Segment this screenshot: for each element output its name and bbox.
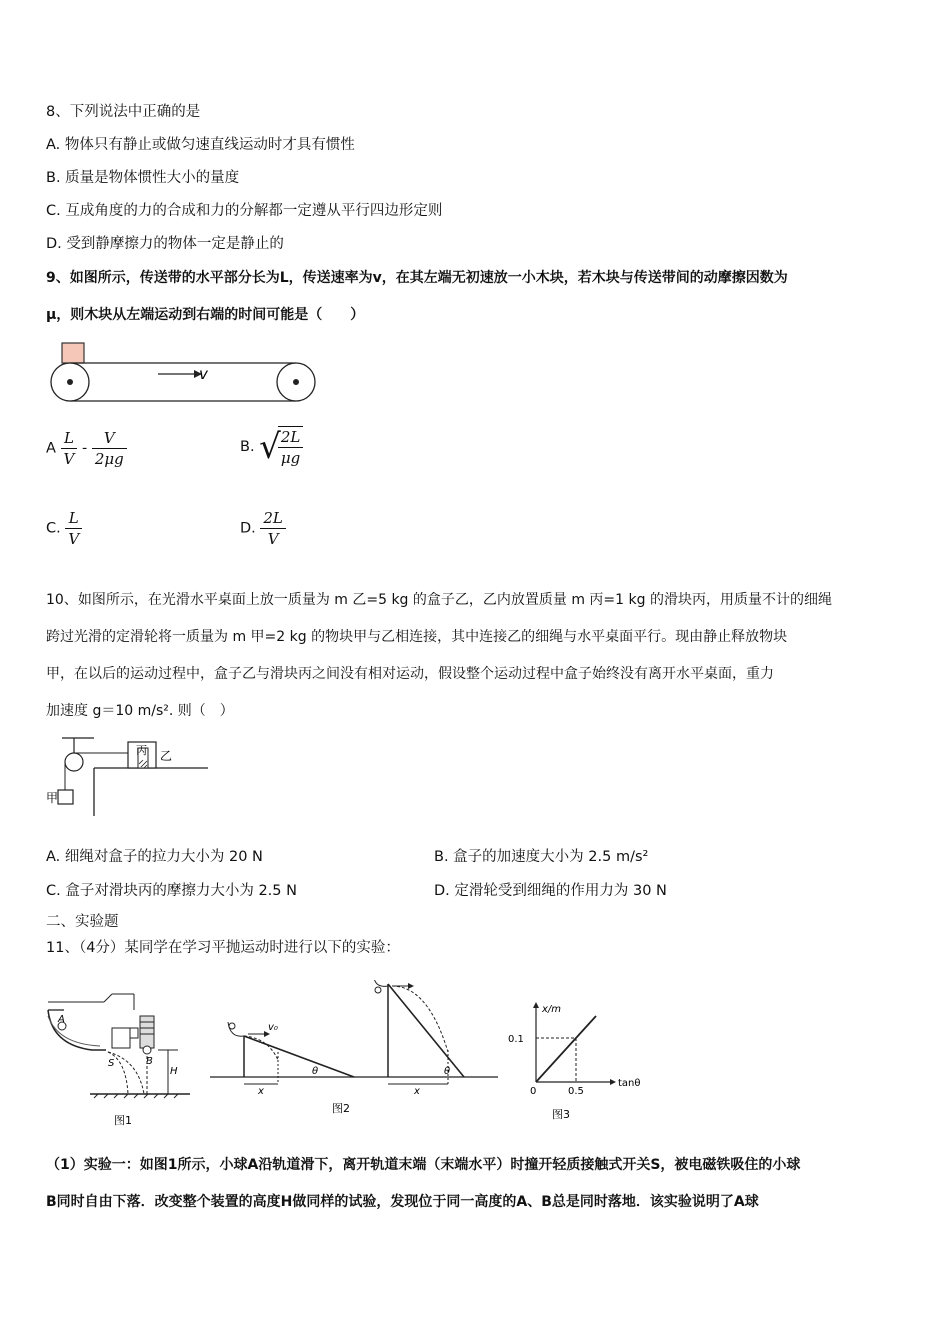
svg-text:H: H (170, 1066, 178, 1077)
pulley-box-figure (44, 734, 224, 824)
svg-text:x: x (414, 1086, 420, 1097)
q10-option-a: A. 细绳对盒子的拉力大小为 20 N (46, 849, 263, 865)
q10-line1: 10、如图所示，在光滑水平桌面上放一质量为 m 乙=5 kg 的盒子乙，乙内放置质量 m 丙=1 kg 的滑块丙，用质量不计的细绳 (46, 592, 832, 608)
q8-option-d: D. 受到静摩擦力的物体一定是静止的 (46, 236, 284, 252)
svg-text:v₀: v₀ (268, 1022, 278, 1033)
q11-paragraph-line1: （1）实验一：如图1所示，小球A沿轨道滑下，离开轨道末端（末端水平）时撞开轻质接触式开关S，被电磁铁吸住的小球 (46, 1157, 801, 1173)
svg-text:A: A (58, 1014, 65, 1025)
q10-option-d: D. 定滑轮受到细绳的作用力为 30 N (434, 883, 667, 899)
svg-text:x/m: x/m (542, 1004, 562, 1015)
data-line (536, 1016, 596, 1082)
q9-option-d: D. $\frac{2L}{V}$ (240, 508, 286, 549)
svg-text:x: x (258, 1086, 264, 1097)
q8-option-a: A. 物体只有静止或做匀速直线运动时才具有惯性 (46, 137, 355, 153)
svg-text:甲: 甲 (46, 791, 59, 805)
q9-option-a: A $\frac{L}{V}$ - $\frac{V}{2\mu g}$ (46, 428, 127, 469)
sqrt-sign: √ (259, 427, 281, 467)
experiment-figure-3-chart (506, 1000, 656, 1130)
q9-option-b: B. √ $\frac{2L}{\mu g}$ (240, 425, 303, 469)
experiment-figure-2 (208, 980, 508, 1120)
q9-option-c: C. $\frac{L}{V}$ (46, 508, 82, 549)
svg-text:S: S (108, 1058, 115, 1069)
y-tick-label: 0.1 (508, 1034, 524, 1045)
ball-b (143, 1046, 151, 1054)
q10-line2: 跨过光滑的定滑轮将一质量为 m 甲=2 kg 的物块甲与乙相连接，其中连接乙的细绳与水平桌面平行。现由静止释放物块 (46, 629, 788, 645)
q9-stem-line2: μ，则木块从左端运动到右端的时间可能是（ ） (46, 307, 365, 323)
conveyor-belt-figure (44, 338, 324, 408)
pulley (65, 753, 83, 771)
q8-stem: 8、下列说法中正确的是 (46, 104, 201, 120)
velocity-label: v (199, 365, 208, 383)
section-heading: 二、实验题 (46, 914, 119, 930)
q8-option-c: C. 互成角度的力的合成和力的分解都一定遵从平行四边形定则 (46, 203, 443, 219)
svg-text:丙: 丙 (136, 744, 147, 757)
svg-text:tanθ: tanθ (618, 1078, 641, 1089)
q10-option-c: C. 盒子对滑块丙的摩擦力大小为 2.5 N (46, 883, 297, 899)
block-jia (58, 790, 73, 804)
svg-text:θ: θ (312, 1066, 319, 1077)
q8-option-b: B. 质量是物体惯性大小的量度 (46, 170, 240, 186)
q10-option-b: B. 盒子的加速度大小为 2.5 m/s² (434, 849, 649, 865)
wood-block (62, 343, 84, 363)
q11-paragraph-line2: B同时自由下落．改变整个装置的高度H做同样的试验，发现位于同一高度的A、B总是同时落地．该实验说明了A球 (46, 1194, 759, 1210)
svg-text:图1: 图1 (114, 1114, 132, 1127)
q11-stem: 11、（4分）某同学在学习平抛运动时进行以下的实验： (46, 940, 400, 956)
electromagnet (140, 1016, 154, 1048)
q10-line3: 甲，在以后的运动过程中，盒子乙与滑块丙之间没有相对运动，假设整个运动过程中盒子始终没有离开水平桌面，重力 (46, 666, 774, 682)
q10-line4: 加速度 g＝10 m/s². 则（ ） (46, 703, 234, 719)
q9-stem-line1: 9、如图所示，传送带的水平部分长为L，传送速率为v，在其左端无初速放一小木块，若木块与传送带间的动摩擦因数为 (46, 270, 788, 286)
svg-text:0: 0 (530, 1086, 537, 1097)
svg-text:θ: θ (444, 1066, 451, 1077)
svg-text:B: B (146, 1056, 153, 1067)
svg-text:乙: 乙 (160, 749, 173, 763)
x-tick-label: 0.5 (568, 1086, 584, 1097)
experiment-figure-1 (44, 990, 194, 1130)
svg-text:图3: 图3 (552, 1108, 570, 1121)
svg-text:图2: 图2 (332, 1102, 350, 1115)
